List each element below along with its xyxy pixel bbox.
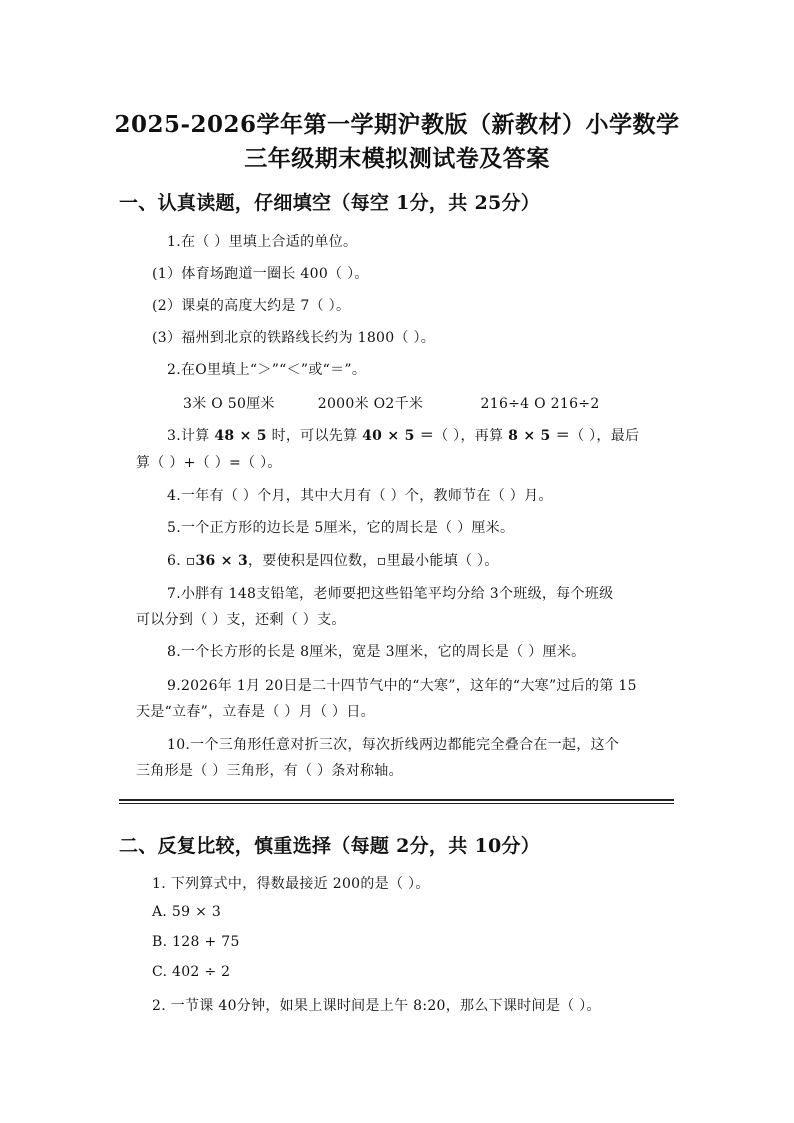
q7-line-1: 7.小胖有 148支铅笔，老师要把这些铅笔平均分给 3个班级，每个班级 [167,586,614,602]
q1-item-1: (1）体育场跑道一圈长 400（ ）。 [152,266,369,282]
q2-compare-2: 2000米 O2千米 [317,396,424,412]
q5: 5.一个正方形的边长是 5厘米，它的周长是（ ）厘米。 [167,520,515,536]
s2-q1-option-c: C. 402 ÷ 2 [152,964,231,980]
q3-text-e: （ ），再算 [434,428,509,444]
q1-item-2: (2）课桌的高度大约是 7（ ）。 [152,298,351,314]
q9-line-1: 9.2026年 1月 20日是二十四节气中的“大寒”，这年的“大寒”过后的第 15 [167,678,637,694]
section-divider-bottom [119,803,674,804]
q7-line-2: 可以分到（ ）支，还剩（ ）支。 [136,612,346,628]
q1-stem: 1.在（ ）里填上合适的单位。 [167,234,358,250]
q4: 4.一年有（ ）个月，其中大月有（ ）个，教师节在（ ）月。 [167,488,553,504]
q3-text-g: （ ），最后 [570,428,640,444]
q9-line-2: 天是“立春”，立春是（ ）月（ ）日。 [136,704,375,720]
q6 [167,550,499,570]
q2-comparisons [183,393,600,413]
q1-item-3: (3）福州到北京的铁路线长约为 1800（ ）。 [152,330,436,346]
section-1-heading: 一、认真读题，仔细填空（每空 1分，共 25分） [119,192,541,214]
q2-stem: 2.在O里填上“＞”“＜”或“＝”。 [167,362,367,378]
q10-line-2: 三角形是（ ）三角形，有（ ）条对称轴。 [136,763,403,779]
q3-line-1 [167,425,639,445]
q6-text-a: 6. ▫ [167,553,196,569]
q10-line-1: 10.一个三角形任意对折三次，每次折线两边都能完全叠合在一起，这个 [167,737,620,753]
s2-q1-option-b: B. 128 + 75 [152,934,240,950]
q2-compare-1: 3米 O 50厘米 [183,396,275,412]
s2-q2-stem: 2. 一节课 40分钟，如果上课时间是上午 8:20，那么下课时间是（ ）。 [152,998,601,1014]
q6-text-c: ，要使积是四位数，▫里最小能填（ ）。 [248,553,499,569]
section-2-heading: 二、反复比较，慎重选择（每题 2分，共 10分） [119,835,541,857]
q2-compare-3: 216÷4 O 216÷2 [480,396,600,412]
exam-title-line-1: 2025-2026学年第一学期沪教版（新教材）小学数学 [114,111,680,138]
q3-text-a: 3.计算 [167,428,215,444]
s2-q1-stem: 1. 下列算式中，得数最接近 200的是（ ）。 [152,876,430,892]
q3-line-2: 算（ ）+（ ）=（ ）。 [136,455,282,471]
q3-expression-3: 8 × 5 ＝ [508,428,571,444]
q3-text-c: 时，可以先算 [266,428,363,444]
section-divider-top [119,799,674,801]
s2-q1-option-a: A. 59 × 3 [152,904,222,920]
exam-title-line-2: 三年级期末模拟测试卷及答案 [244,145,550,172]
q8: 8.一个长方形的长是 8厘米，宽是 3厘米，它的周长是（ ）厘米。 [167,644,586,660]
q3-expression-1: 48 × 5 [214,428,267,444]
q3-expression-2: 40 × 5 ＝ [362,428,435,444]
q6-expression: 36 × 3 [195,553,249,569]
